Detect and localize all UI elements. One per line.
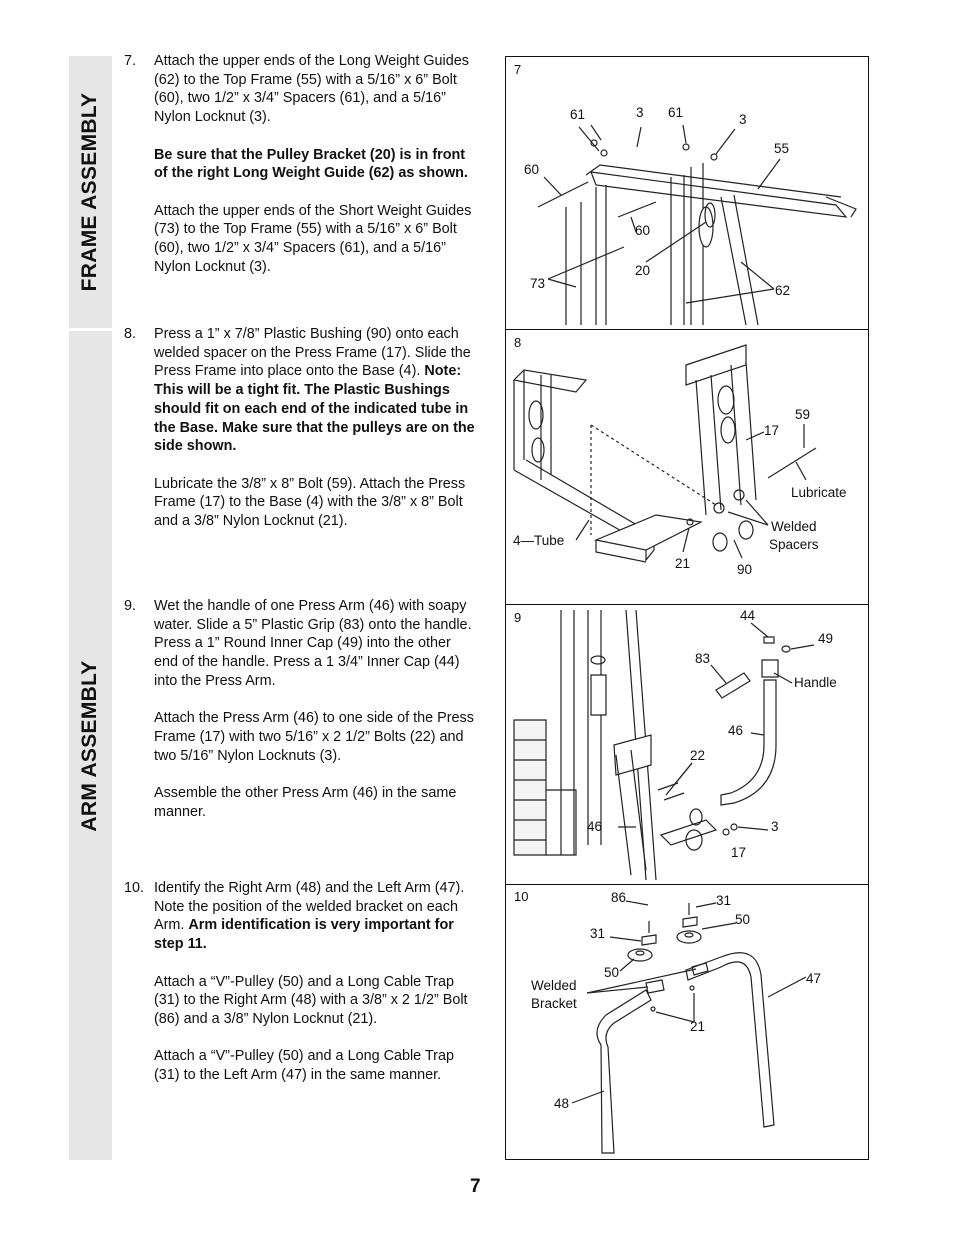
part-label: 60 (635, 223, 651, 238)
part-label: 17 (731, 845, 747, 860)
part-label: 31 (590, 926, 606, 941)
part-label: 46 (587, 819, 603, 834)
arm-assembly-title: ARM ASSEMBLY (78, 660, 101, 832)
part-label: 61 (570, 107, 586, 122)
step-number: 9. (124, 598, 137, 614)
sidebar-divider (69, 328, 112, 331)
part-label: 21 (690, 1019, 706, 1034)
figure-number: 9 (514, 610, 522, 625)
step-paragraph: Assemble the other Press Arm (46) in the same manner. (154, 785, 457, 820)
step-10 (124, 879, 476, 1085)
step-7 (124, 52, 476, 276)
part-label: 3 (739, 112, 747, 127)
part-label: 86 (611, 890, 627, 905)
step-9 (124, 597, 476, 821)
section-sidebar (69, 56, 112, 1160)
part-label: 90 (737, 562, 753, 577)
part-label: 21 (675, 556, 691, 571)
part-label: 17 (764, 423, 780, 438)
part-label: 73 (530, 276, 546, 291)
figure-10-panel (506, 884, 868, 1162)
part-label: 62 (775, 283, 791, 298)
part-label: Handle (794, 675, 837, 690)
part-label: 50 (604, 965, 620, 980)
part-label: 83 (695, 651, 711, 666)
part-label: 46 (728, 723, 744, 738)
step-text: Press a 1” x 7/8” Plastic Bushing (90) onto each welded spacer on the Press Frame (17). Slide the Press Frame into place onto the Base (4). (154, 326, 471, 380)
step-note: Arm identification is very important for step 11. (154, 917, 454, 953)
step-paragraph: Attach the upper ends of the Long Weight Guides (62) to the Top Frame (55) with a 5/16” x 6” Bolt (60), two 1/2” x 3/4” Spacers (61), and a 5/16” Nylon Locknut (3). (154, 53, 469, 126)
part-label: 20 (635, 263, 651, 278)
step-paragraph: Attach a “V”-Pulley (50) and a Long Cable Trap (31) to the Left Arm (47) in the same manner. (154, 1048, 454, 1083)
part-label: 3 (771, 819, 779, 834)
step-paragraph: Attach the Press Arm (46) to one side of the Press Frame (17) with two 5/16” x 2 1/2” Bolts (22) and two 5/16” Nylon Locknuts (3). (154, 710, 474, 764)
figure-10-drawing (506, 885, 868, 1162)
figure-7-drawing (506, 57, 868, 329)
page-number: 7 (470, 1176, 481, 1197)
step-8 (124, 325, 476, 531)
part-label: Bracket (531, 996, 577, 1011)
part-label: 4—Tube (513, 533, 565, 548)
step-warning: Be sure that the Pulley Bracket (20) is in front of the right Long Weight Guide (62) as shown. (154, 146, 468, 182)
part-label: 48 (554, 1096, 570, 1111)
step-paragraph: Wet the handle of one Press Arm (46) with soapy water. Slide a 5” Plastic Grip (83) onto the handle. Press a 1” Round Inner Cap (49) into the other end of the handle. Press a 1 3/4” Inner Cap (44) into the Press Arm. (154, 598, 472, 689)
part-label: 50 (735, 912, 751, 927)
step-number: 8. (124, 326, 137, 342)
step-note: Note: This will be a tight fit. The Plastic Bushings should fit on each end of the indicated tube in the Base. Make sure that the pulleys are on the side shown. (154, 363, 475, 455)
part-label: Spacers (769, 537, 819, 552)
figure-7-panel (506, 57, 868, 329)
part-label: 59 (795, 407, 811, 422)
part-label: 49 (818, 631, 834, 646)
part-label: 22 (690, 748, 706, 763)
figure-column (505, 56, 869, 1160)
step-paragraph: Attach a “V”-Pulley (50) and a Long Cable Trap (31) to the Right Arm (48) with a 3/8” x 2 1/2” Bolt (86) and a 3/8” Nylon Locknut (21). (154, 973, 468, 1027)
part-label: 3 (636, 105, 644, 120)
step-number: 7. (124, 53, 137, 69)
figure-number: 7 (514, 62, 522, 77)
part-label: 61 (668, 105, 684, 120)
figure-number: 8 (514, 335, 522, 350)
step-number: 10. (124, 880, 145, 896)
part-label: Welded (531, 978, 577, 993)
step-paragraph (154, 325, 476, 456)
part-label: 31 (716, 893, 732, 908)
step-paragraph (154, 879, 476, 954)
part-label: 44 (740, 608, 756, 623)
step-paragraph: Lubricate the 3/8” x 8” Bolt (59). Attach the Press Frame (17) to the Base (4) with the 3/8” x 8” Bolt and a 3/8” Nylon Locknut (21). (154, 475, 466, 530)
step-paragraph: Attach the upper ends of the Short Weight Guides (73) to the Top Frame (55) with a 5/16” x 6” Bolt (60), two 1/2” x 3/4” Spacers (61), and a 5/16” Nylon Locknut (3). (154, 202, 472, 275)
part-label: Lubricate (791, 485, 847, 500)
figure-9-panel (506, 604, 868, 885)
figure-8-panel (506, 329, 868, 605)
part-label: 60 (524, 162, 540, 177)
frame-assembly-title: FRAME ASSEMBLY (78, 92, 101, 292)
part-label: 55 (774, 141, 790, 156)
part-label: 47 (806, 971, 822, 986)
figure-number: 10 (514, 889, 529, 904)
figure-9-drawing (506, 605, 868, 885)
step-text: Identify the Right Arm (48) and the Left Arm (47). Note the position of the welded bracket on each Arm. (154, 880, 465, 934)
part-label: Welded (771, 519, 817, 534)
